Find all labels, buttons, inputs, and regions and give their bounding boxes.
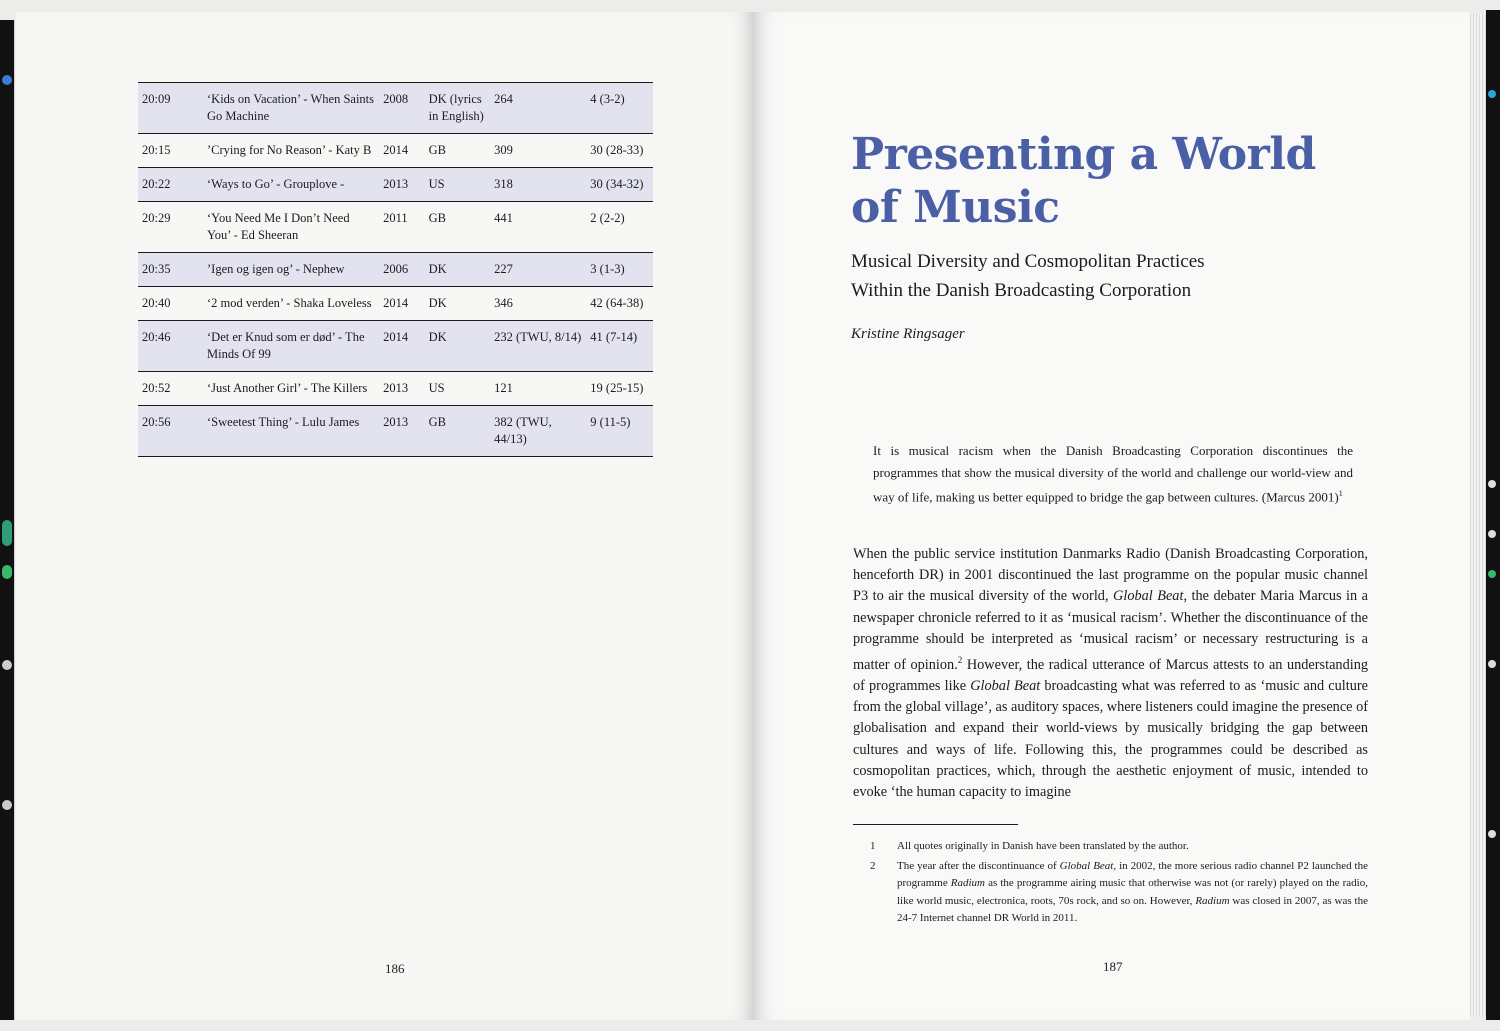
epigraph	[873, 440, 1353, 508]
fn2-part: The year after the discontinuance of	[897, 859, 1060, 872]
epigraph-footnote-ref: 1	[1338, 489, 1343, 498]
cell-chart: 30 (28-33)	[590, 143, 644, 157]
cell-time: 20:52	[142, 381, 171, 395]
cell-chart: 41 (7-14)	[590, 330, 638, 344]
cell-song: ‘Kids on Vacation’ - When Saints Go Machine	[207, 92, 375, 123]
author-name: Kristine Ringsager	[851, 326, 965, 342]
fn2-part: as the programme airing music that otherwise was not (or rarely) played on the radio, like world music, electronica, roots, 70s rock, and so on. However,	[897, 877, 1368, 907]
table-row	[138, 287, 653, 321]
cell-plays: 441	[494, 211, 513, 225]
edge-tab	[2, 565, 12, 579]
edge-tab	[1488, 830, 1496, 838]
cell-time: 20:09	[142, 92, 171, 106]
cell-time: 20:56	[142, 415, 171, 429]
table-row	[138, 168, 653, 202]
fn2-part: was closed in 2007, as was the 24-7 Internet channel DR World in 2011.	[897, 894, 1368, 924]
footnote-text: All quotes originally in Danish have been translated by the author.	[897, 840, 1189, 852]
cell-time: 20:15	[142, 143, 171, 157]
cell-year: 2011	[383, 211, 408, 225]
cell-year: 2013	[383, 177, 409, 191]
cell-year: 2006	[383, 262, 409, 276]
footnote-rule	[853, 824, 1018, 825]
cell-song: ‘Sweetest Thing’ - Lulu James	[207, 415, 360, 429]
cell-chart: 19 (25-15)	[590, 381, 644, 395]
page-number-right: 187	[1103, 959, 1123, 974]
fn2-italic: Global Beat	[1059, 859, 1114, 872]
cell-song: ‘Ways to Go’ - Grouplove -	[207, 177, 345, 191]
body-program-name: Global Beat	[1113, 588, 1184, 605]
cell-chart: 30 (34-32)	[590, 177, 644, 191]
cell-chart: 9 (11-5)	[590, 415, 631, 429]
fn2-part: , in 2002, the more serious radio channel P2 launched the programme	[897, 859, 1368, 889]
cell-country: DK	[428, 262, 447, 276]
cell-year: 2014	[383, 143, 409, 157]
cell-year: 2013	[383, 381, 409, 395]
cell-chart: 3 (1-3)	[590, 262, 625, 276]
cell-plays: 232 (TWU, 8/14)	[494, 330, 582, 344]
subtitle-line-1: Musical Diversity and Cosmopolitan Practices	[851, 251, 1205, 272]
cell-country: GB	[428, 211, 446, 225]
cell-song: ’Igen og igen og’ - Nephew	[207, 262, 345, 276]
cell-song: ‘2 mod verden’ - Shaka Loveless	[207, 296, 372, 310]
cell-year: 2008	[383, 92, 409, 106]
edge-tab	[1488, 660, 1496, 668]
cell-chart: 2 (2-2)	[590, 211, 625, 225]
table-row	[138, 406, 653, 457]
cell-plays: 318	[494, 177, 513, 191]
cell-country: US	[428, 177, 445, 191]
book-edge-right	[1486, 10, 1500, 1020]
cell-country: GB	[428, 415, 446, 429]
chapter-title-text: Presenting a World of Music	[851, 129, 1316, 233]
cell-plays: 121	[494, 381, 513, 395]
table-row	[138, 372, 653, 406]
cell-year: 2014	[383, 296, 409, 310]
footnote-1	[853, 838, 1368, 856]
cell-plays: 309	[494, 143, 513, 157]
body-paragraph	[853, 544, 1368, 803]
edge-tab	[1488, 480, 1496, 488]
footnote-text	[897, 858, 1368, 928]
subtitle-line-2: Within the Danish Broadcasting Corporation	[851, 280, 1192, 301]
table-row	[138, 253, 653, 287]
fn2-italic: Radium	[1195, 894, 1230, 907]
cell-song: ‘Just Another Girl’ - The Killers	[207, 381, 368, 395]
cell-time: 20:22	[142, 177, 171, 191]
cell-plays: 227	[494, 262, 513, 276]
chapter-title	[851, 128, 1321, 234]
edge-tab	[2, 660, 12, 670]
cell-time: 20:29	[142, 211, 171, 225]
body-text-1: When the public service institution Danmarks Radio (Danish Broadcasting Corporation, henceforth DR) in 2001 discontinued the last programme on the popular music channel P3 to air the musical diversity of the world,	[853, 546, 1368, 605]
body-text-3: However, the radical utterance of Marcus attests to an understanding of programmes like	[853, 656, 1368, 694]
footnote-number: 2	[870, 859, 876, 872]
footnotes	[853, 838, 1368, 930]
cell-song: ‘You Need Me I Don’t Need You’ - Ed Sheeran	[207, 211, 350, 242]
cell-country: DK	[428, 330, 447, 344]
edge-tab	[1488, 90, 1496, 98]
edge-tab	[1488, 530, 1496, 538]
cell-time: 20:46	[142, 330, 171, 344]
book-edge-left	[0, 20, 14, 1020]
body-program-name-2: Global Beat	[970, 677, 1041, 694]
cell-plays: 346	[494, 296, 513, 310]
table-row	[138, 134, 653, 168]
chapter-subtitle	[851, 247, 1205, 305]
cell-plays: 382 (TWU, 44/13)	[494, 415, 552, 446]
cell-country: DK	[428, 296, 447, 310]
edge-tab	[2, 520, 12, 546]
edge-tab	[2, 800, 12, 810]
cell-song: ’Crying for No Reason’ - Katy B	[207, 143, 372, 157]
cell-country: GB	[428, 143, 446, 157]
table-row	[138, 202, 653, 253]
body-footnote-ref: 2	[957, 655, 963, 666]
cell-year: 2013	[383, 415, 409, 429]
playlist-table-body	[138, 83, 653, 457]
body-text-4: broadcasting what was referred to as ‘music and culture from the global village’, as auditory spaces, where listeners could imagine the presence of globalisation and expand their world-views by musically bridging the gap between cultures and ways of life. Following this, the programmes could be described as cosmopolitan practices, which, through the aesthetic enjoyment of music, intended to evoke ‘the human capacity to imagine	[853, 677, 1368, 800]
fn2-italic: Radium	[950, 877, 986, 889]
cell-song: ‘Det er Knud som er død’ - The Minds Of 99	[207, 330, 365, 361]
body-text-2: , the debater Maria Marcus in a newspaper chronicle referred to it as ‘musical racism’. Whether the discontinuance of the programme should be interpreted as ‘musical racism’ or necessary restructuring is a matter of opinion.	[853, 588, 1368, 673]
cell-chart: 42 (64-38)	[590, 296, 644, 310]
footnote-2	[853, 858, 1368, 928]
page-edges-right	[1470, 14, 1486, 1016]
cell-year: 2014	[383, 330, 409, 344]
cell-country: DK (lyrics in English)	[428, 92, 484, 123]
table-row	[138, 321, 653, 372]
epigraph-text: It is musical racism when the Danish Broadcasting Corporation discontinues the programmes that show the musical diversity of the world and challenge our world-view and way of life, making us better equipped to bridge the gap between cultures. (Marcus 2001)	[873, 443, 1353, 505]
cell-country: US	[428, 381, 445, 395]
page-number-left: 186	[385, 961, 405, 976]
footnote-number: 1	[870, 840, 876, 852]
cell-time: 20:35	[142, 262, 171, 276]
cell-plays: 264	[494, 92, 513, 106]
table-row	[138, 83, 653, 134]
cell-time: 20:40	[142, 296, 171, 310]
cell-chart: 4 (3-2)	[590, 92, 625, 106]
playlist-table	[138, 82, 653, 457]
edge-tab	[2, 75, 12, 85]
edge-tab	[1488, 570, 1496, 578]
